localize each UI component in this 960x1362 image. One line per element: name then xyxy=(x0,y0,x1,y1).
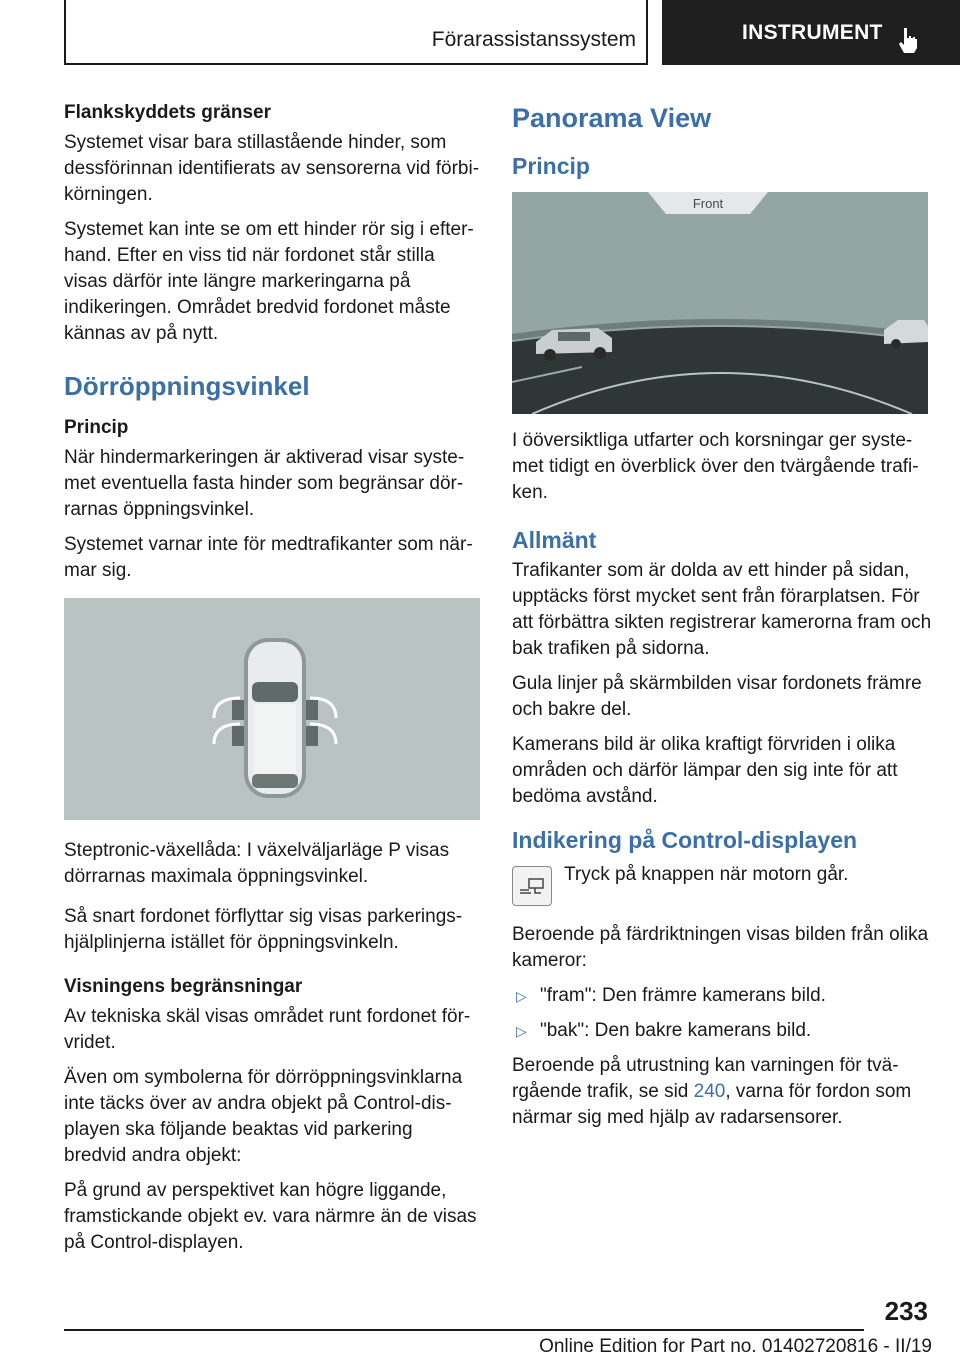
display-paragraph-2-end: , varna för fordon som närmar sig med hjälp av radarsensorer. xyxy=(512,1081,912,1128)
control-display-heading: Indikering på Control-displayen xyxy=(512,827,858,853)
limits-paragraph-2: Även om symbolerna för dörröppningsvinklarna inte täcks över av andra objekt på Control-displayen ska följande beaktas vid parkering bredvid andra objekt: xyxy=(64,1067,463,1166)
display-paragraph-2-start: Beroende på utrustning kan varningen för tvärgående trafik, se sid xyxy=(512,1055,899,1102)
header-rule-mid xyxy=(646,0,648,64)
panorama-camera-illustration xyxy=(512,192,928,414)
door-angle-heading: Dörröppningsvinkel xyxy=(64,371,310,401)
door-paragraph-3: Steptronic-växellåda: I växelväljarläge P visas dörrarnas maximala öppningsvinkel. xyxy=(64,840,450,887)
list-item xyxy=(512,1018,932,1044)
limits-paragraph-1: Av tekniska skäl visas området runt fordonet förvridet. xyxy=(64,1006,471,1053)
camera-button-instruction: Tryck på knappen när motorn går. xyxy=(564,864,849,885)
pointing-hand-icon xyxy=(896,26,920,54)
bullet-text-front: "fram": Den främre kamerans bild. xyxy=(540,985,826,1006)
flank-paragraph-2: Systemet kan inte se om ett hinder rör sig i efterhand. Efter en viss tid när fordonet står stilla visas därför inte längre markeringarna på indikeringen. Området bredvid fordonet måste kännas av på nytt. xyxy=(64,219,474,344)
door-paragraph-2: Systemet varnar inte för medtrafikanter som närmar sig. xyxy=(64,534,473,581)
header-rule-bottom xyxy=(64,63,648,65)
panorama-camera-icon xyxy=(517,876,547,896)
left-column xyxy=(64,100,480,1265)
general-paragraph-1: Trafikanter som är dolda av ett hinder på sidan, upptäcks först mycket sent från förarplatsen. För att förbättra sikten registrerar kamerorna fram och bak trafiken på sidorna. xyxy=(512,560,932,659)
limits-paragraph-3: På grund av perspektivet kan högre liggande, framstickande objekt ev. vara närmre än de visas på Control-displayen. xyxy=(64,1180,477,1253)
door-paragraph-4: Så snart fordonet förflyttar sig visas parkeringshjälplinjerna istället för öppningsvinkeln. xyxy=(64,906,463,953)
general-heading: Allmänt xyxy=(512,527,597,553)
door-principle-heading: Princip xyxy=(64,417,129,438)
triangle-bullet-icon: ▷ xyxy=(516,988,527,1004)
page-reference-link[interactable]: 240 xyxy=(693,1081,726,1102)
flank-limits-heading: Flankskyddets gränser xyxy=(64,102,271,123)
camera-button-icon[interactable] xyxy=(512,866,552,906)
general-paragraph-2: Gula linjer på skärmbilden visar fordonets främre och bakre del. xyxy=(512,673,922,720)
general-paragraph-3: Kamerans bild är olika kraftigt förvriden i olika områden och därför lämpar den sig inte för att bedöma avstånd. xyxy=(512,734,898,807)
header-section-title: Förarassistanssystem xyxy=(431,28,636,51)
triangle-bullet-icon: ▷ xyxy=(516,1023,527,1039)
door-paragraph-1: När hindermarkeringen är aktiverad visar systemet eventuella fasta hinder som begränsar dörrarnas öppningsvinkel. xyxy=(64,447,465,520)
header-chapter-label: INSTRUMENT xyxy=(742,20,883,44)
panorama-camera-image xyxy=(512,192,928,414)
front-label: Front xyxy=(692,196,724,211)
display-paragraph-2 xyxy=(512,1053,932,1131)
camera-button-row xyxy=(512,862,932,906)
footer-edition-text: Online Edition for Part no. 01402720816 - II/19 xyxy=(539,1336,932,1357)
panorama-principle-heading: Princip xyxy=(512,153,590,179)
display-limits-heading: Visningens begränsningar xyxy=(64,976,303,997)
panorama-principle-paragraph: I ööversiktliga utfarter och korsningar ger systemet tidigt en överblick över den tvärgående trafiken. xyxy=(512,430,919,503)
bullet-text-rear: "bak": Den bakre kamerans bild. xyxy=(540,1020,812,1041)
door-angle-illustration xyxy=(64,598,480,820)
display-paragraph-1: Beroende på färdriktningen visas bilden från olika kameror: xyxy=(512,924,929,971)
panorama-view-title: Panorama View xyxy=(512,103,712,133)
right-column xyxy=(512,100,932,1140)
list-item xyxy=(512,983,932,1009)
page-number: 233 xyxy=(884,1296,928,1326)
footer-rule xyxy=(64,1329,864,1331)
flank-paragraph-1: Systemet visar bara stillastående hinder, som dessförinnan identifierats av sensorerna vid förbikörningen. xyxy=(64,132,480,205)
car-top-view-image xyxy=(64,598,480,820)
